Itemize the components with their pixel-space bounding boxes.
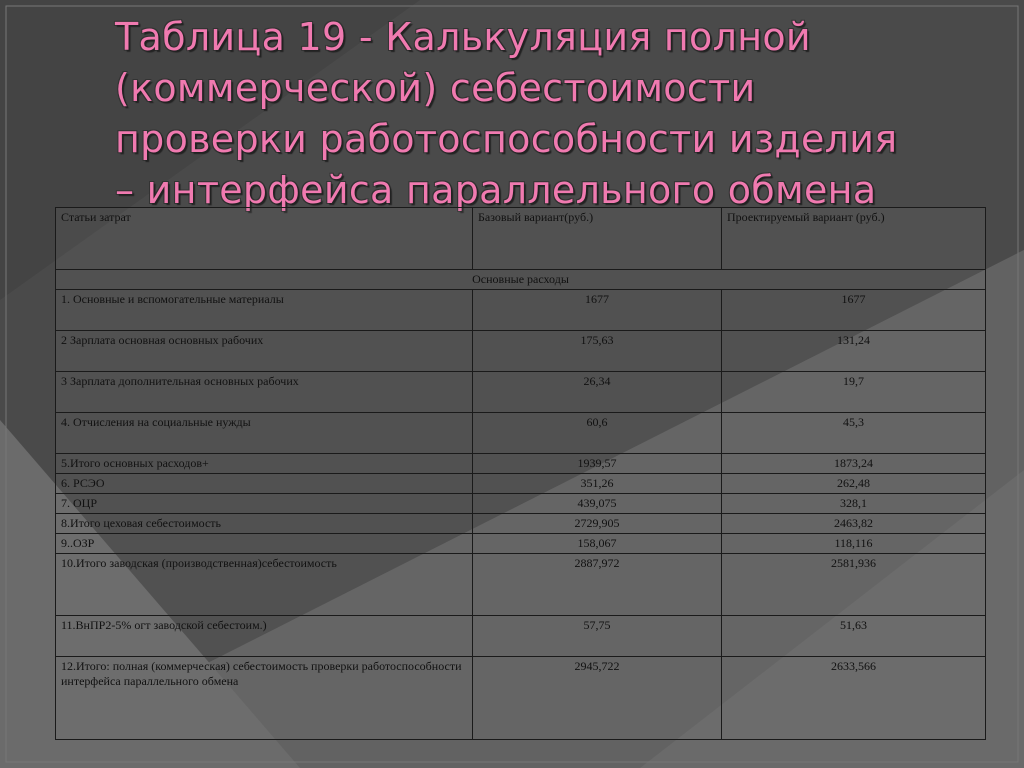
row-label: 3 Зарплата дополнительная основных рабочих — [56, 372, 473, 413]
table-row — [56, 372, 986, 413]
row-base-value: 2729,905 — [473, 514, 722, 534]
row-projected-value: 262,48 — [722, 474, 986, 494]
row-projected-value: 2581,936 — [722, 554, 986, 616]
title-line-3: проверки работоспособности изделия — [115, 117, 898, 161]
row-projected-value: 131,24 — [722, 331, 986, 372]
section-row — [56, 270, 986, 290]
header-projected-variant: Проектируемый вариант (руб.) — [722, 208, 986, 270]
cost-table — [55, 207, 986, 740]
row-base-value: 26,34 — [473, 372, 722, 413]
row-label: 6. РСЭО — [56, 474, 473, 494]
row-projected-value: 328,1 — [722, 494, 986, 514]
row-base-value: 1939,57 — [473, 454, 722, 474]
row-label: 11.ВнПР2-5% огт заводской себестоим.) — [56, 616, 473, 657]
row-projected-value: 118,116 — [722, 534, 986, 554]
row-label: 7. ОЦР — [56, 494, 473, 514]
row-projected-value: 51,63 — [722, 616, 986, 657]
row-label: 4. Отчисления на социальные нужды — [56, 413, 473, 454]
title-line-4: – интерфейса параллельного обмена — [115, 168, 877, 212]
row-label: 5.Итого основных расходов+ — [56, 454, 473, 474]
table-row — [56, 331, 986, 372]
title-line-1: Таблица 19 - Калькуляция полной — [115, 15, 811, 59]
row-base-value: 60,6 — [473, 413, 722, 454]
header-cost-items: Статьи затрат — [56, 208, 473, 270]
row-label: 2 Зарплата основная основных рабочих — [56, 331, 473, 372]
header-row — [56, 208, 986, 270]
row-projected-value: 1677 — [722, 290, 986, 331]
row-base-value: 439,075 — [473, 494, 722, 514]
row-projected-value: 2633,566 — [722, 657, 986, 740]
row-projected-value: 2463,82 — [722, 514, 986, 534]
row-projected-value: 1873,24 — [722, 454, 986, 474]
row-base-value: 158,067 — [473, 534, 722, 554]
table-row — [56, 554, 986, 616]
title-line-2: (коммерческой) себестоимости — [115, 66, 756, 110]
row-label: 10.Итого заводская (производственная)себестоимость — [56, 554, 473, 616]
row-base-value: 351,26 — [473, 474, 722, 494]
row-projected-value: 45,3 — [722, 413, 986, 454]
table-row — [56, 474, 986, 494]
row-base-value: 175,63 — [473, 331, 722, 372]
table-row — [56, 616, 986, 657]
row-label: 1. Основные и вспомогательные материалы — [56, 290, 473, 331]
table-row — [56, 290, 986, 331]
row-base-value: 2887,972 — [473, 554, 722, 616]
table-row — [56, 657, 986, 740]
table-row — [56, 534, 986, 554]
section-label: Основные расходы — [56, 270, 986, 290]
table-row — [56, 454, 986, 474]
header-base-variant: Базовый вариант(руб.) — [473, 208, 722, 270]
row-label: 9..ОЗР — [56, 534, 473, 554]
row-base-value: 1677 — [473, 290, 722, 331]
row-base-value: 57,75 — [473, 616, 722, 657]
row-label: 12.Итого: полная (коммерческая) себестоимость проверки работоспособности интерфейса параллельного обмена — [56, 657, 473, 740]
slide-title — [115, 12, 995, 216]
row-label: 8.Итого цеховая себестоимость — [56, 514, 473, 534]
table-row — [56, 413, 986, 454]
row-projected-value: 19,7 — [722, 372, 986, 413]
table-row — [56, 514, 986, 534]
table-row — [56, 494, 986, 514]
row-base-value: 2945,722 — [473, 657, 722, 740]
